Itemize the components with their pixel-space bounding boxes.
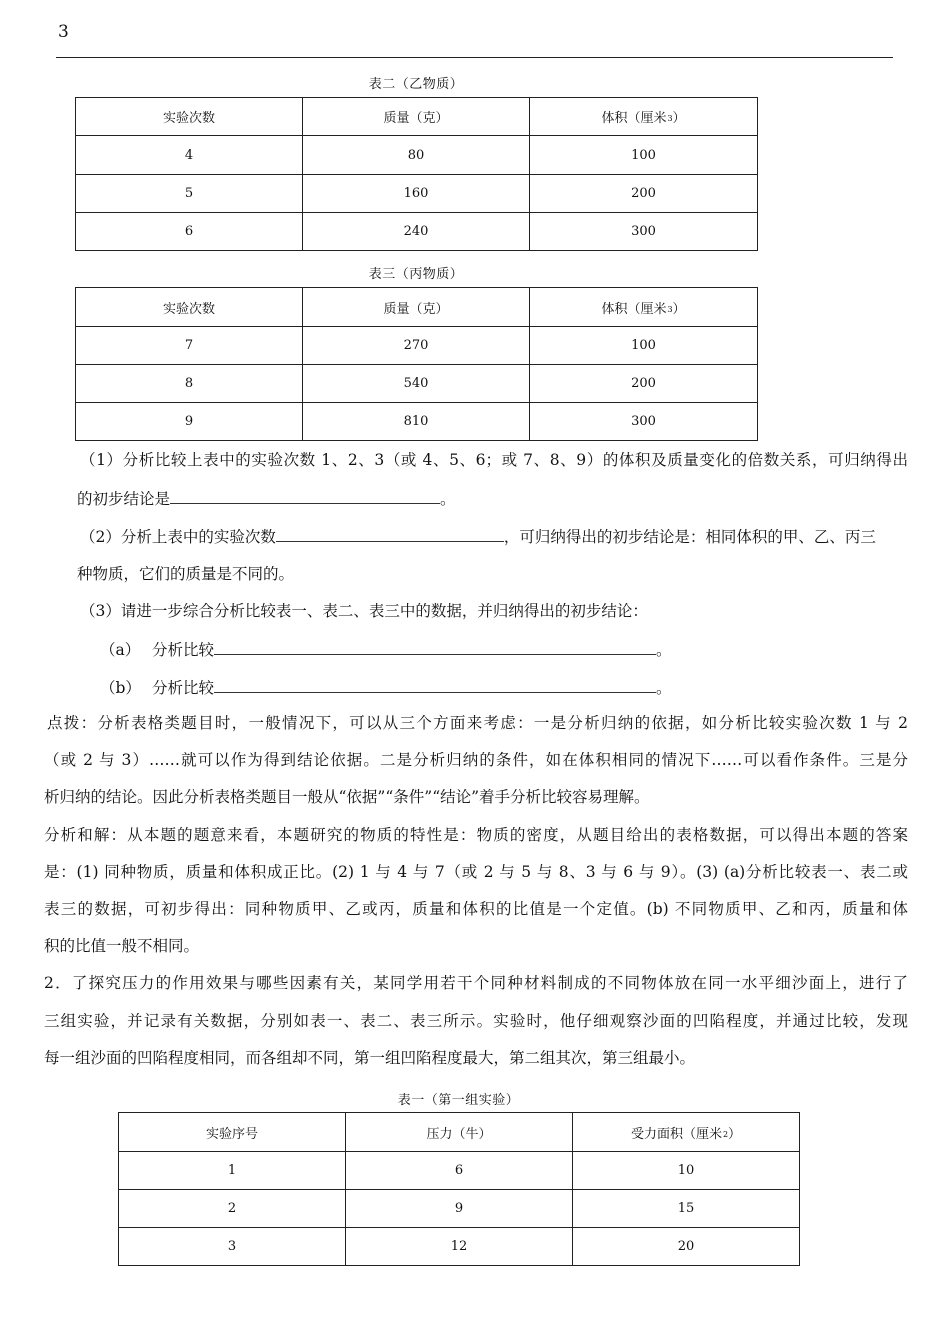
table-cell: 540	[303, 365, 530, 403]
table-cell: 270	[303, 327, 530, 365]
question3b-end: 。	[656, 679, 672, 697]
table-cell: 1	[119, 1152, 346, 1190]
header-rule	[56, 57, 893, 58]
question3-line: （3）请进一步综合分析比较表一、表二、表三中的数据，并归纳得出的初步结论：	[80, 602, 648, 620]
answer-blank[interactable]	[214, 639, 656, 655]
question1-prompt: 的初步结论是	[77, 490, 171, 508]
problem2-line3: 每一组沙面的凹陷程度相同，而各组却不同，第一组凹陷程度最大，第二组其次，第三组最小。	[44, 1049, 696, 1067]
analysis-line2: 是：(1) 同种物质，质量和体积成正比。(2) 1 与 4 与 7（或 2 与 5 与 8、3 与 6 与 9）。(3) (a)分析比较表一、表二或	[44, 863, 908, 881]
table-cell: 240	[303, 213, 530, 251]
question3a-prompt: 分析比较	[152, 641, 215, 659]
table2-header-cell: 体积（厘米$_3$）	[530, 98, 758, 136]
table2-caption: 表二（乙物质）	[368, 77, 464, 92]
table-row	[76, 327, 758, 365]
table-cell: 9	[76, 403, 303, 441]
table-cell: 9	[346, 1190, 573, 1228]
question1-line2	[77, 488, 456, 509]
table-cell: 300	[530, 403, 758, 441]
table-row	[76, 403, 758, 441]
table-cell: 2	[119, 1190, 346, 1228]
table2-header-cell: 质量（克）	[303, 98, 530, 136]
table-cell: 7	[76, 327, 303, 365]
question2-continuation: ，可归纳得出的初步结论是：相同体积的甲、乙、丙三	[503, 528, 876, 546]
unit-superscript: 2	[722, 1129, 729, 1139]
table-cell: 5	[76, 175, 303, 213]
table-cell: 160	[303, 175, 530, 213]
question1-line1: （1）分析比较上表中的实验次数 1、2、3（或 4、5、6；或 7、8、9）的体积及质量变化的倍数关系，可归纳得出	[80, 451, 908, 469]
analysis-line1: 分析和解：从本题的题意来看，本题研究的物质的特性是：物质的密度，从题目给出的表格数据，可以得出本题的答案	[44, 826, 908, 844]
table2	[75, 97, 758, 251]
table-cell: 200	[530, 175, 758, 213]
table-cell: 15	[573, 1190, 800, 1228]
question3a-label: （a）	[100, 641, 141, 659]
answer-blank[interactable]	[170, 488, 440, 504]
table-cell: 810	[303, 403, 530, 441]
question3b-line	[100, 677, 672, 698]
table-p2-header-cell: 实验序号	[119, 1113, 346, 1152]
table-row	[76, 136, 758, 175]
table3-header-row	[76, 288, 758, 327]
table-row	[119, 1228, 800, 1266]
tip-line3: 析归纳的结论。因此分析表格类题目一般从“依据”“条件”“结论”着手分析比较容易理解。	[44, 788, 650, 806]
table-p2-area-header: 受力面积（厘米	[630, 1126, 722, 1142]
table3-header-cell: 实验次数	[76, 288, 303, 327]
unit-superscript: 3	[667, 304, 673, 314]
tip-line2: （或 2 与 3）……就可以作为得到结论依据。二是分析归纳的条件，如在体积相同的情况下……可以看作条件。三是分	[44, 751, 908, 769]
answer-blank[interactable]	[214, 677, 656, 693]
question2-line1	[80, 526, 908, 547]
question1-end: 。	[440, 490, 456, 508]
answer-blank[interactable]	[276, 526, 504, 542]
table-p2-header-cell: 压力（牛）	[346, 1113, 573, 1152]
tip-line1: 点拨：分析表格类题目时，一般情况下，可以从三个方面来考虑：一是分析归纳的依据，如分析比较实验次数 1 与 2	[47, 714, 908, 732]
question3b-prompt: 分析比较	[152, 679, 215, 697]
question2-line2: 种物质，它们的质量是不同的。	[77, 565, 295, 583]
question2-prompt: （2）分析上表中的实验次数	[80, 528, 276, 546]
question3a-end: 。	[656, 641, 672, 659]
table-row	[76, 175, 758, 213]
table-cell: 100	[530, 327, 758, 365]
table-cell: 3	[119, 1228, 346, 1266]
table-cell: 100	[530, 136, 758, 175]
table-p2-header-row	[119, 1113, 800, 1152]
table3-caption: 表三（丙物质）	[368, 267, 464, 282]
table-cell: 200	[530, 365, 758, 403]
question3a-line	[100, 639, 672, 660]
table-row	[119, 1190, 800, 1228]
problem2-line2: 三组实验，并记录有关数据，分别如表一、表二、表三所示。实验时，他仔细观察沙面的凹陷程度，并通过比较，发现	[44, 1012, 908, 1030]
question3b-label: （b）	[100, 679, 141, 697]
problem2-line1: 2．了探究压力的作用效果与哪些因素有关，某同学用若干个同种材料制成的不同物体放在同一水平细沙面上，进行了	[44, 974, 908, 992]
analysis-line3: 表三的数据，可初步得出：同种物质甲、乙或丙，质量和体积的比值是一个定值。(b) 不同物质甲、乙和丙，质量和体	[44, 900, 908, 918]
table-cell: 8	[76, 365, 303, 403]
table-p2-caption: 表一（第一组实验）	[397, 1093, 520, 1108]
table-cell: 6	[76, 213, 303, 251]
table-cell: 300	[530, 213, 758, 251]
table-cell: 4	[76, 136, 303, 175]
table-p2	[118, 1112, 800, 1266]
table-row	[76, 213, 758, 251]
page-number: 3	[58, 22, 69, 42]
unit-superscript: 3	[667, 114, 673, 123]
table2-volume-header: 体积（厘米	[601, 111, 667, 126]
table-row	[76, 365, 758, 403]
analysis-line4: 积的比值一般不相同。	[44, 937, 200, 955]
table-cell: 6	[346, 1152, 573, 1190]
table3-header-cell: 质量（克）	[303, 288, 530, 327]
table-cell: 12	[346, 1228, 573, 1266]
table-row	[119, 1152, 800, 1190]
table-cell: 10	[573, 1152, 800, 1190]
table-p2-header-cell: 受力面积（厘米$_2$）	[573, 1113, 800, 1152]
table2-header-cell: 实验次数	[76, 98, 303, 136]
table2-header-row	[76, 98, 758, 136]
table3-header-cell: 体积（厘米$_3$）	[530, 288, 758, 327]
table3	[75, 287, 758, 441]
table-cell: 80	[303, 136, 530, 175]
table3-volume-header: 体积（厘米	[601, 301, 667, 317]
table-cell: 20	[573, 1228, 800, 1266]
